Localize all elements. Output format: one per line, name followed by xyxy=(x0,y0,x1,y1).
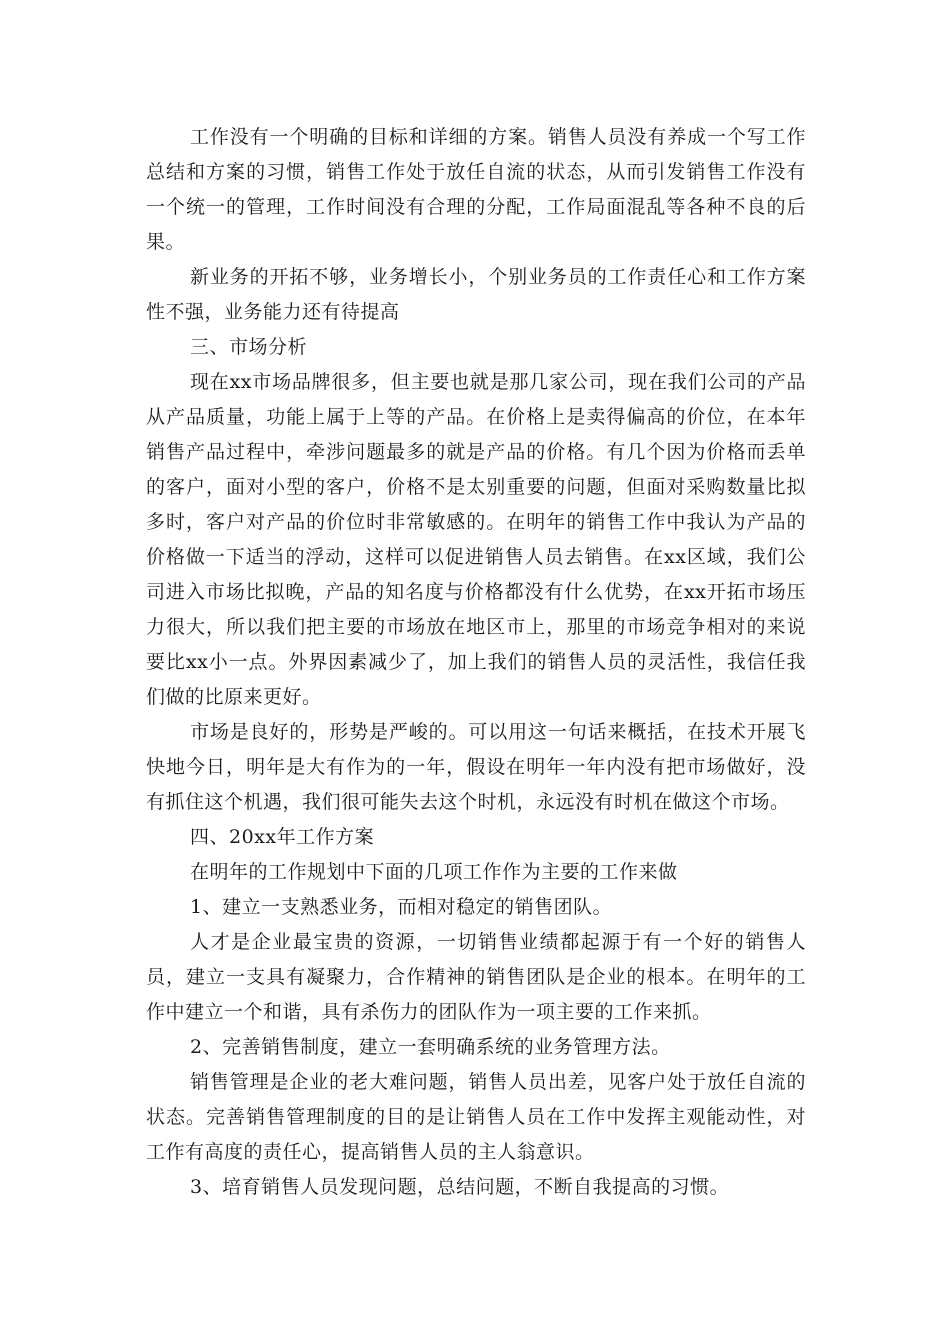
document-body xyxy=(146,120,806,1205)
list-item-3: 3、培育销售人员发现问题，总结问题，不断自我提高的习惯。 xyxy=(190,1176,730,1198)
section-heading-market-analysis: 三、市场分析 xyxy=(190,336,308,358)
paragraph-6: 人才是企业最宝贵的资源，一切销售业绩都起源于有一个好的销售人员，建立一支具有凝聚力，合作精神的销售团队是企业的根本。在明年的工作中建立一个和谐，具有杀伤力的团队作为一项主要的工作来抓。 xyxy=(146,931,806,1023)
list-item-1: 1、建立一支熟悉业务，而相对稳定的销售团队。 xyxy=(190,896,613,918)
paragraph-5: 在明年的工作规划中下面的几项工作作为主要的工作来做 xyxy=(190,861,678,883)
section-heading-work-plan: 四、20xx年工作方案 xyxy=(190,826,375,848)
paragraph-1: 工作没有一个明确的目标和详细的方案。销售人员没有养成一个写工作总结和方案的习惯，销售工作处于放任自流的状态，从而引发销售工作没有一个统一的管理，工作时间没有合理的分配，工作局面混乱等各种不良的后果。 xyxy=(146,126,806,253)
paragraph-4: 市场是良好的，形势是严峻的。可以用这一句话来概括，在技术开展飞快地今日，明年是大有作为的一年，假设在明年一年内没有把市场做好，没有抓住这个机遇，我们很可能失去这个时机，永远没有时机在做这个市场。 xyxy=(146,721,806,813)
paragraph-2: 新业务的开拓不够，业务增长小，个别业务员的工作责任心和工作方案性不强，业务能力还有待提高 xyxy=(146,266,806,323)
paragraph-3: 现在xx市场品牌很多，但主要也就是那几家公司，现在我们公司的产品从产品质量，功能上属于上等的产品。在价格上是卖得偏高的价位，在本年销售产品过程中，牵涉问题最多的就是产品的价格。有几个因为价格而丢单的客户，面对小型的客户，价格不是太别重要的问题，但面对采购数量比拟多时，客户对产品的价位时非常敏感的。在明年的销售工作中我认为产品的价格做一下适当的浮动，这样可以促进销售人员去销售。在xx区域，我们公司进入市场比拟晚，产品的知名度与价格都没有什么优势，在xx开拓市场压力很大，所以我们把主要的市场放在地区市上，那里的市场竞争相对的来说要比xx小一点。外界因素减少了，加上我们的销售人员的灵活性，我信任我们做的比原来更好。 xyxy=(146,371,806,708)
paragraph-7: 销售管理是企业的老大难问题，销售人员出差，见客户处于放任自流的状态。完善销售管理制度的目的是让销售人员在工作中发挥主观能动性，对工作有高度的责任心，提高销售人员的主人翁意识。 xyxy=(146,1071,806,1163)
list-item-2: 2、完善销售制度，建立一套明确系统的业务管理方法。 xyxy=(190,1036,671,1058)
